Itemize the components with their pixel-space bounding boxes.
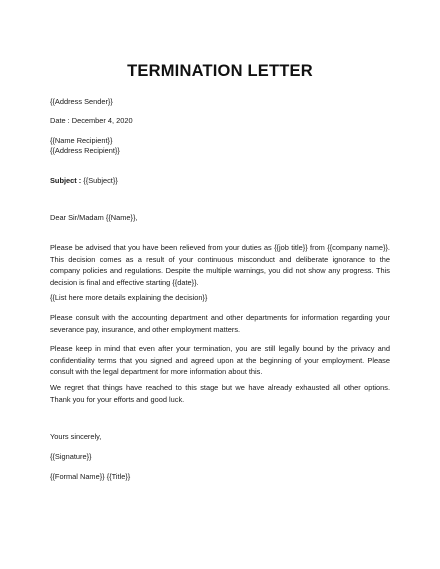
recipient-name: {{Name Recipient}} [50,136,113,145]
paragraph-confidentiality: Please keep in mind that even after your termination, you are still legally bound by the privacy and confidentiality terms that you signed and agreed upon at the beginning of your employment. Please consult with the legal department for more information about this. [50,344,390,376]
salutation: Dear Sir/Madam {{Name}}, [50,213,138,222]
paragraph-regret: We regret that things have reached to this stage but we have already exhausted all other options. Thank you for your efforts and good luck. [50,383,390,404]
formal-name-title: {{Formal Name}} {{Title}} [50,472,131,481]
paragraph-details: {{List here more details explaining the decision}} [50,293,208,302]
closing: Yours sincerely, [50,432,102,441]
subject-line [50,176,118,185]
sender-address: {{Address Sender}} [50,97,113,106]
paragraph-relieved: Please be advised that you have been relieved from your duties as {{job title}} from {{company name}}. This decision comes as a result of your continuous misconduct and deliberate ignorance to the company policies and regulations. Despite the multiple warnings, you did not show any progress. This decision is final and effective starting {{date}}. [50,243,390,287]
letter-date: Date : December 4, 2020 [50,116,133,125]
recipient-address: {{Address Recipient}} [50,146,120,155]
signature: {{Signature}} [50,452,92,461]
subject-label: Subject : [50,176,82,185]
subject-value: {{Subject}} [81,176,118,185]
letter-title: TERMINATION LETTER [127,62,313,80]
paragraph-consult: Please consult with the accounting department and other departments for information regarding your severance pay, insurance, and other employment matters. [50,313,390,334]
